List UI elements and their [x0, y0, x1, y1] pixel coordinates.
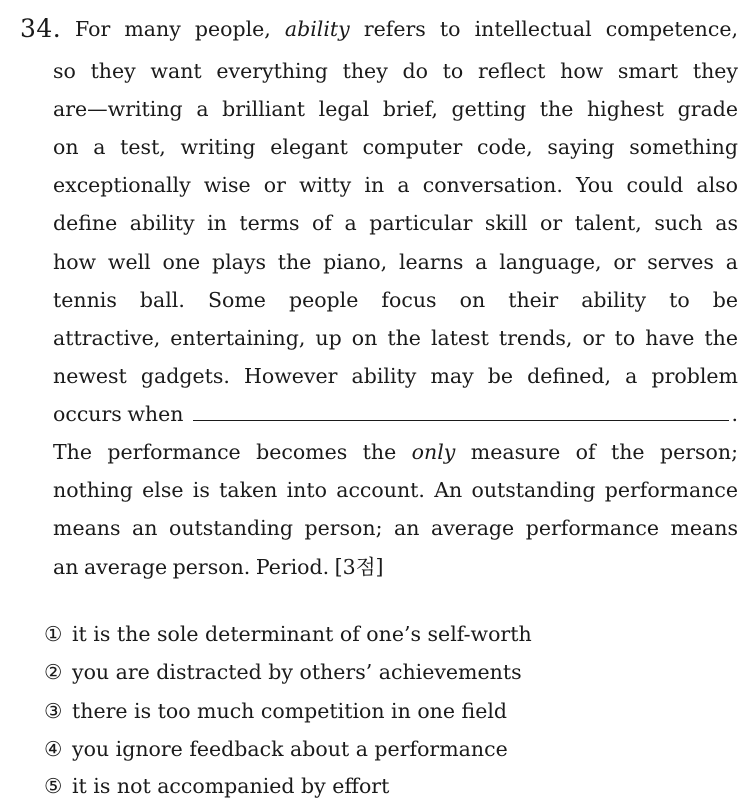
passage-line-blank [53, 395, 738, 433]
passage-line-1 [75, 10, 738, 48]
option-3[interactable] [44, 693, 734, 730]
passage-line-10: newest gadgets. However ability may be defined, a problem [53, 364, 738, 388]
passage-line-12 [53, 433, 738, 471]
option-5[interactable] [44, 768, 734, 805]
passage-text: For many people, [75, 17, 285, 41]
italic-word: only [411, 440, 456, 464]
passage-line-9: attractive, entertaining, up on the latest trends, or to have the [53, 326, 738, 350]
passage-line-2: so they want everything they do to reflect how smart they [53, 59, 738, 83]
passage-line-6: define ability in terms of a particular skill or talent, such as [53, 211, 738, 235]
passage-line-3: are—writing a brilliant legal brief, getting the highest grade [53, 97, 738, 121]
passage-line-5: exceptionally wise or witty in a conversation. You could also [53, 173, 738, 197]
option-text: it is the sole determinant of one’s self-worth [72, 622, 532, 646]
option-number: ④ [44, 737, 63, 761]
option-2[interactable] [44, 654, 734, 691]
passage-line-13: nothing else is taken into account. An outstanding performance [53, 478, 738, 502]
passage-line-14: means an outstanding person; an average performance means [53, 516, 738, 540]
option-4[interactable] [44, 731, 734, 768]
option-text: you ignore feedback about a performance [72, 737, 508, 761]
italic-word: ability [284, 17, 350, 41]
blank-period: . [731, 402, 738, 426]
option-number: ① [44, 622, 63, 646]
passage-line-15: an average person. Period. [3점] [53, 555, 384, 579]
passage-line-4: on a test, writing elegant computer code, saying something [53, 135, 738, 159]
question-number: 34. [20, 14, 62, 43]
passage-line-7: how well one plays the piano, learns a language, or serves a [53, 250, 738, 274]
option-text: you are distracted by others’ achievements [72, 660, 522, 684]
blank-prefix: occurs when [53, 402, 184, 426]
option-text: there is too much competition in one field [72, 699, 508, 723]
option-1[interactable] [44, 616, 734, 653]
passage-text: measure of the person; [455, 440, 738, 464]
option-text: it is not accompanied by effort [72, 774, 390, 798]
passage-text: The performance becomes the [53, 440, 412, 464]
answer-blank [193, 398, 729, 421]
option-number: ⑤ [44, 774, 63, 798]
option-number: ② [44, 660, 63, 684]
option-number: ③ [44, 699, 63, 723]
passage-text: refers to intellectual competence, [349, 17, 738, 41]
passage-line-8: tennis ball. Some people focus on their ability to be [53, 288, 738, 312]
